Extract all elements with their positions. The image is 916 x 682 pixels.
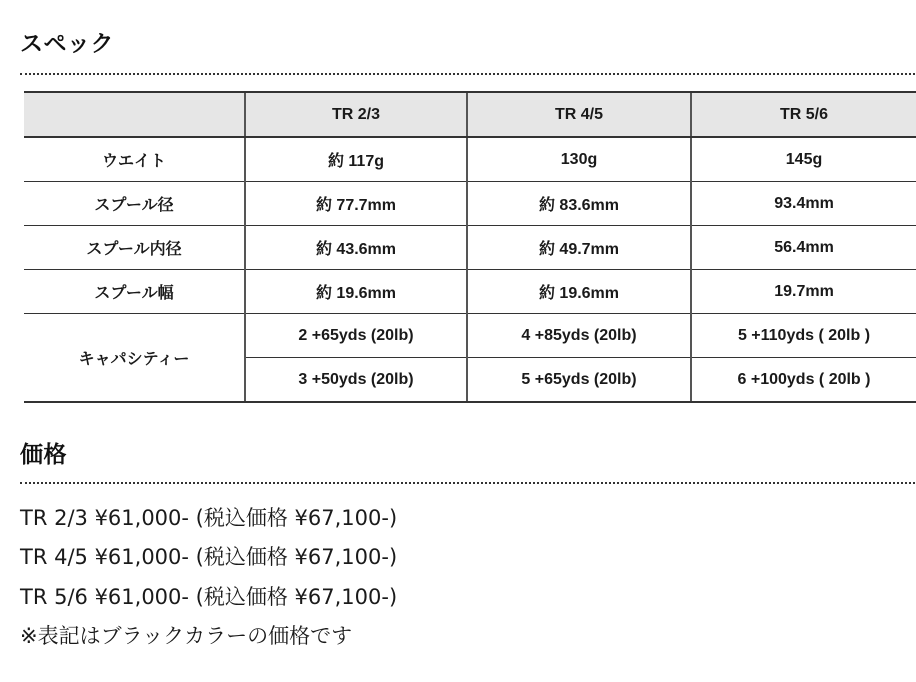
spec-header-tr45: TR 4/5 bbox=[467, 92, 691, 137]
price-heading: 価格 bbox=[20, 442, 67, 468]
spec-cell: 約 77.7mm bbox=[245, 182, 467, 226]
spec-header-row bbox=[24, 92, 916, 137]
spec-divider bbox=[20, 73, 915, 75]
spec-cell: 4 +85yds (20lb) bbox=[467, 314, 691, 358]
spec-cell: 約 117g bbox=[245, 137, 467, 182]
spec-row-spool-width bbox=[24, 270, 916, 314]
price-line-tr23: TR 2/3 ¥61,000- (税込価格 ¥67,100-) bbox=[20, 506, 398, 530]
spec-heading: スペック bbox=[20, 31, 114, 57]
spec-cell: 約 19.6mm bbox=[467, 270, 691, 314]
spec-cell: 3 +50yds (20lb) bbox=[245, 358, 467, 403]
spec-cell: 5 +65yds (20lb) bbox=[467, 358, 691, 403]
spec-row-label-capacity: キャパシティー bbox=[24, 314, 245, 403]
price-note: ※表記はブラックカラーの価格です bbox=[20, 624, 353, 648]
spec-cell: 約 83.6mm bbox=[467, 182, 691, 226]
spec-cell: 130g bbox=[467, 137, 691, 182]
spec-cell: 93.4mm bbox=[691, 182, 916, 226]
spec-row-capacity-1 bbox=[24, 314, 916, 358]
spec-row-spool-diameter bbox=[24, 182, 916, 226]
spec-header-empty bbox=[24, 92, 245, 137]
spec-header-tr56: TR 5/6 bbox=[691, 92, 916, 137]
price-line-tr45: TR 4/5 ¥61,000- (税込価格 ¥67,100-) bbox=[20, 545, 398, 569]
spec-cell: 56.4mm bbox=[691, 226, 916, 270]
spec-row-spool-inner-diameter bbox=[24, 226, 916, 270]
spec-row-label: スプール内径 bbox=[24, 226, 245, 270]
spec-cell: 約 43.6mm bbox=[245, 226, 467, 270]
spec-header-tr23: TR 2/3 bbox=[245, 92, 467, 137]
spec-cell: 19.7mm bbox=[691, 270, 916, 314]
spec-row-label: ウエイト bbox=[24, 137, 245, 182]
spec-row-weight bbox=[24, 137, 916, 182]
spec-cell: 約 49.7mm bbox=[467, 226, 691, 270]
spec-cell: 6 +100yds ( 20lb ) bbox=[691, 358, 916, 403]
spec-row-label: スプール幅 bbox=[24, 270, 245, 314]
price-divider bbox=[20, 482, 915, 484]
spec-cell: 5 +110yds ( 20lb ) bbox=[691, 314, 916, 358]
price-line-tr56: TR 5/6 ¥61,000- (税込価格 ¥67,100-) bbox=[20, 585, 398, 609]
spec-cell: 約 19.6mm bbox=[245, 270, 467, 314]
spec-cell: 145g bbox=[691, 137, 916, 182]
spec-table bbox=[24, 91, 916, 403]
spec-row-label: スプール径 bbox=[24, 182, 245, 226]
spec-cell: 2 +65yds (20lb) bbox=[245, 314, 467, 358]
